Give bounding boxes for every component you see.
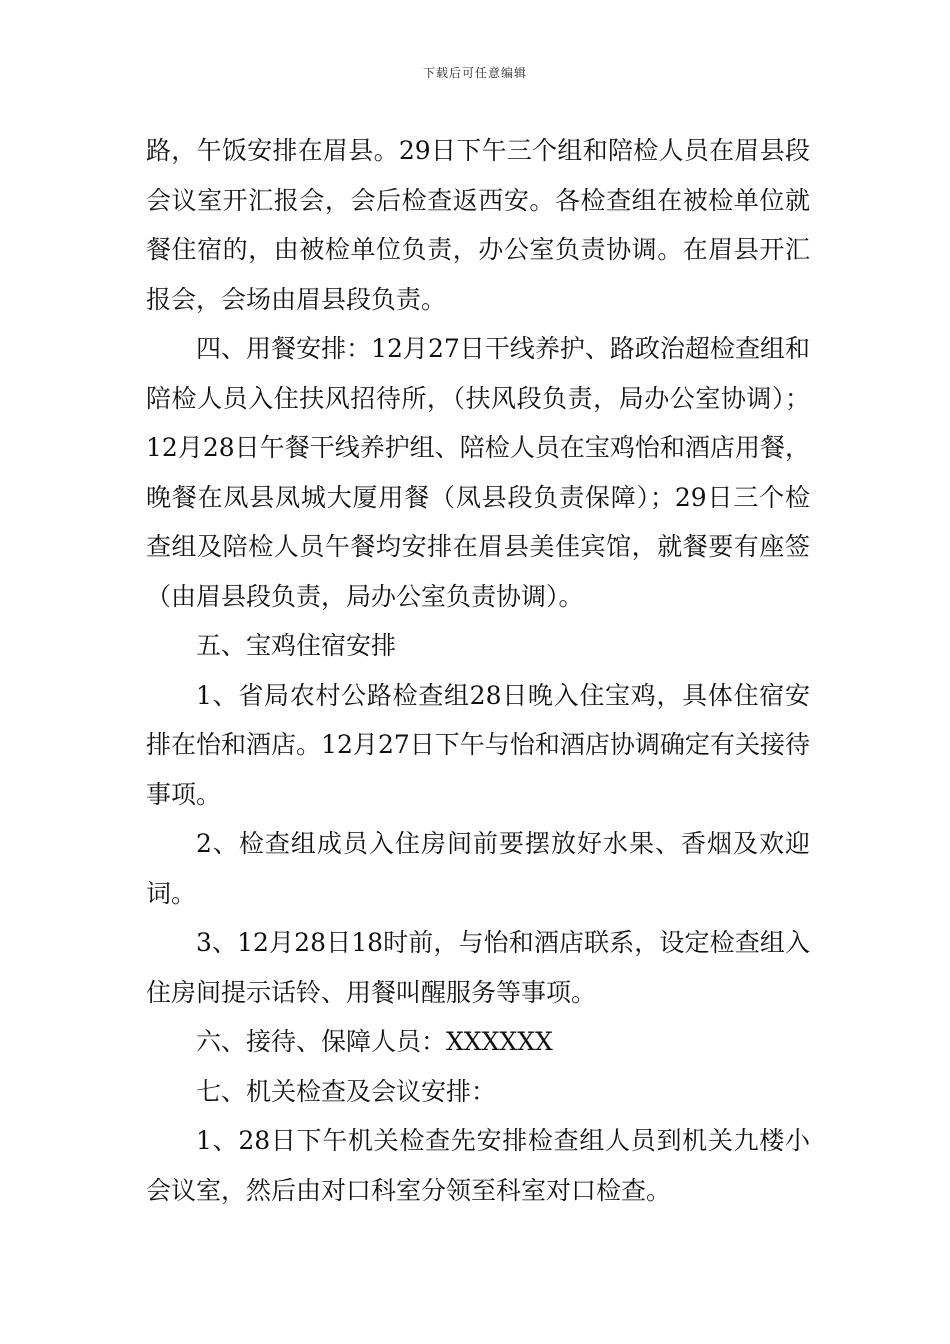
page-header-note: 下载后可任意编辑: [422, 66, 527, 80]
paragraph-meal-arrangement: 四、用餐安排：12月27日干线养护、路政治超检查组和陪检人员入住扶风招待所，（扶风段负责，局办公室协调）；12月28日午餐干线养护组、陪检人员在宝鸡怡和酒店用餐，晚餐在凤县凤城大厦用餐（凤县段负责保障）；29日三个检查组及陪检人员午餐均安排在眉县美佳宾馆，就餐要有座签（由眉县段负责，局办公室负责协调）。: [146, 334, 810, 611]
paragraph-continuation: 路，午饭安排在眉县。29日下午三个组和陪检人员在眉县段会议室开汇报会，会后检查返西安。各检查组在被检单位就餐住宿的，由被检单位负责，办公室负责协调。在眉县开汇报会，会场由眉县段负责。: [146, 136, 810, 314]
paragraph-lodging-item-1: 1、省局农村公路检查组28日晚入住宝鸡，具体住宿安排在怡和酒店。12月27日下午与怡和酒店协调确定有关接待事项。: [146, 680, 810, 809]
paragraph-reception-staff: 六、接待、保障人员：XXXXXX: [196, 1027, 553, 1056]
paragraph-lodging-item-3: 3、12月28日18时前，与怡和酒店联系，设定检查组入住房间提示话铃、用餐叫醒服务等事项。: [146, 928, 810, 1007]
paragraph-lodging-item-2: 2、检查组成员入住房间前要摆放好水果、香烟及欢迎词。: [146, 829, 810, 908]
paragraph-office-inspection-heading: 七、机关检查及会议安排：: [196, 1076, 497, 1106]
document-body: [146, 126, 810, 1215]
paragraph-office-inspection-item-1: 1、28日下午机关检查先安排检查组人员到机关九楼小会议室，然后由对口科室分领至科室对口检查。: [146, 1126, 810, 1205]
paragraph-baoji-lodging-heading: 五、宝鸡住宿安排: [196, 631, 397, 660]
